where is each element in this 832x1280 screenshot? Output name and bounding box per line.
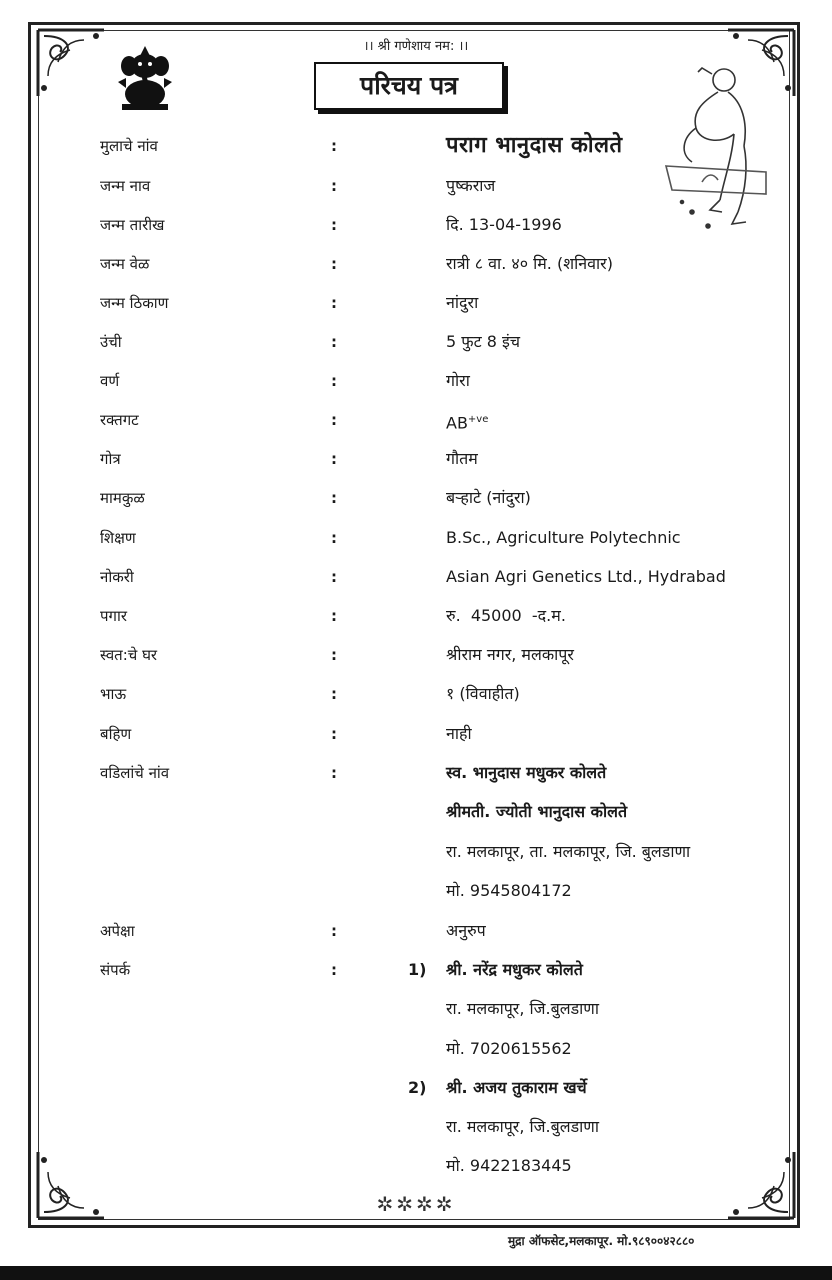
field-colon: : bbox=[331, 529, 337, 547]
field-colon: : bbox=[331, 333, 337, 351]
contact-number: 1) bbox=[408, 960, 427, 979]
field-colon: : bbox=[331, 764, 337, 782]
contact-name: श्री. अजय तुकाराम खर्चे bbox=[446, 1078, 587, 1097]
mother-name: श्रीमती. ज्योती भानुदास कोलते bbox=[446, 802, 628, 821]
field-label: रक्तगट bbox=[100, 411, 139, 429]
blood-group-rh: +ve bbox=[467, 414, 489, 425]
contact-phone-row bbox=[0, 1151, 832, 1181]
invocation-text: ।। श्री गणेशाय नम: ।। bbox=[363, 39, 469, 54]
field-label: जन्म ठिकाण bbox=[100, 294, 169, 312]
field-colon: : bbox=[331, 646, 337, 664]
contact-row-1 bbox=[0, 955, 832, 985]
field-row-gotra bbox=[0, 444, 832, 474]
parents-address-row bbox=[0, 837, 832, 867]
field-row-sister bbox=[0, 719, 832, 749]
field-row-own-house bbox=[0, 640, 832, 670]
decorative-stars: ✲✲✲✲ bbox=[376, 1192, 456, 1216]
ganesh-icon bbox=[112, 42, 178, 112]
field-value: गौतम bbox=[446, 449, 478, 468]
contact-phone-row bbox=[0, 1034, 832, 1064]
field-colon: : bbox=[331, 450, 337, 468]
contact-address: रा. मलकापूर, जि.बुलडाणा bbox=[446, 999, 600, 1018]
contact-address-row bbox=[0, 994, 832, 1024]
field-colon: : bbox=[331, 372, 337, 390]
field-value: १ (विवाहीत) bbox=[446, 684, 520, 703]
contact-name: श्री. नरेंद्र मधुकर कोलते bbox=[446, 960, 583, 979]
field-row-father-name bbox=[0, 758, 832, 788]
field-label: शिक्षण bbox=[100, 529, 136, 547]
field-row-birth-name bbox=[0, 171, 832, 201]
field-colon: : bbox=[331, 489, 337, 507]
parents-address: रा. मलकापूर, ता. मलकापूर, जि. बुलडाणा bbox=[446, 842, 691, 861]
parents-phone-row bbox=[0, 876, 832, 906]
blood-group-value: AB bbox=[446, 413, 468, 433]
field-label: गोत्र bbox=[100, 450, 121, 468]
field-value: दि. 13-04-1996 bbox=[446, 215, 562, 234]
contact-address-row bbox=[0, 1112, 832, 1142]
field-value: स्व. भानुदास मधुकर कोलते bbox=[446, 763, 607, 782]
field-label: पगार bbox=[100, 607, 127, 625]
field-row-maternal-family bbox=[0, 483, 832, 513]
field-colon: : bbox=[331, 137, 337, 155]
field-label: नोकरी bbox=[100, 568, 134, 586]
field-label: संपर्क bbox=[100, 961, 131, 979]
bottom-bar bbox=[0, 1266, 832, 1280]
field-value: Asian Agri Genetics Ltd., Hydrabad bbox=[446, 567, 726, 586]
field-colon: : bbox=[331, 255, 337, 273]
field-colon: : bbox=[331, 961, 337, 979]
field-row-education bbox=[0, 523, 832, 553]
field-row-expectation bbox=[0, 916, 832, 946]
field-row-salary bbox=[0, 601, 832, 631]
contact-phone: मो. 9422183445 bbox=[446, 1156, 572, 1175]
field-value bbox=[446, 405, 488, 438]
field-row-complexion bbox=[0, 366, 832, 396]
field-label: वर्ण bbox=[100, 372, 120, 390]
field-label: भाऊ bbox=[100, 685, 127, 703]
field-value: श्रीराम नगर, मलकापूर bbox=[446, 645, 574, 664]
field-colon: : bbox=[331, 922, 337, 940]
field-value: B.Sc., Agriculture Polytechnic bbox=[446, 528, 681, 547]
printer-credit: मुद्रा ऑफसेट,मलकापूर. मो.९८९००४२८८० bbox=[508, 1234, 695, 1248]
field-label: मुलाचे नांव bbox=[100, 137, 158, 155]
field-colon: : bbox=[331, 177, 337, 195]
field-colon: : bbox=[331, 411, 337, 429]
contact-phone: मो. 7020615562 bbox=[446, 1039, 572, 1058]
field-row-birth-date bbox=[0, 210, 832, 240]
field-label: बहिण bbox=[100, 725, 132, 743]
field-row-birth-place bbox=[0, 288, 832, 318]
field-value: पराग भानुदास कोलते bbox=[446, 133, 623, 158]
field-colon: : bbox=[331, 294, 337, 312]
field-row-height bbox=[0, 327, 832, 357]
field-row-blood-group bbox=[0, 405, 832, 435]
field-value: गोरा bbox=[446, 371, 470, 390]
field-value: नाही bbox=[446, 724, 472, 743]
field-value: 5 फुट 8 इंच bbox=[446, 332, 521, 351]
field-colon: : bbox=[331, 725, 337, 743]
field-colon: : bbox=[331, 607, 337, 625]
field-row-birth-time bbox=[0, 249, 832, 279]
field-value: रात्री ८ वा. ४० मि. (शनिवार) bbox=[446, 254, 613, 273]
field-label: जन्म नाव bbox=[100, 177, 151, 195]
field-label: अपेक्षा bbox=[100, 922, 135, 940]
field-row-job bbox=[0, 562, 832, 592]
field-row-brother bbox=[0, 679, 832, 709]
field-row-name bbox=[0, 131, 832, 161]
field-value: नांदुरा bbox=[446, 293, 479, 312]
contact-number: 2) bbox=[408, 1078, 427, 1097]
field-label: मामकुळ bbox=[100, 489, 145, 507]
field-label: जन्म वेळ bbox=[100, 255, 150, 273]
field-value: अनुरुप bbox=[446, 921, 486, 940]
field-label: जन्म तारीख bbox=[100, 216, 165, 234]
field-value: रु. 45000 -द.म. bbox=[446, 606, 566, 625]
field-value: बऱ्हाटे (नांदुरा) bbox=[446, 488, 531, 507]
field-label: स्वत:चे घर bbox=[100, 646, 158, 664]
field-label: उंची bbox=[100, 333, 122, 351]
contact-address: रा. मलकापूर, जि.बुलडाणा bbox=[446, 1117, 600, 1136]
field-colon: : bbox=[331, 568, 337, 586]
mother-name-row bbox=[0, 797, 832, 827]
page-title: परिचय पत्र bbox=[314, 62, 504, 110]
field-colon: : bbox=[331, 216, 337, 234]
parents-phone: मो. 9545804172 bbox=[446, 881, 572, 900]
field-colon: : bbox=[331, 685, 337, 703]
contact-row-2 bbox=[0, 1073, 832, 1103]
field-value: पुष्कराज bbox=[446, 176, 496, 195]
field-label: वडिलांचे नांव bbox=[100, 764, 170, 782]
